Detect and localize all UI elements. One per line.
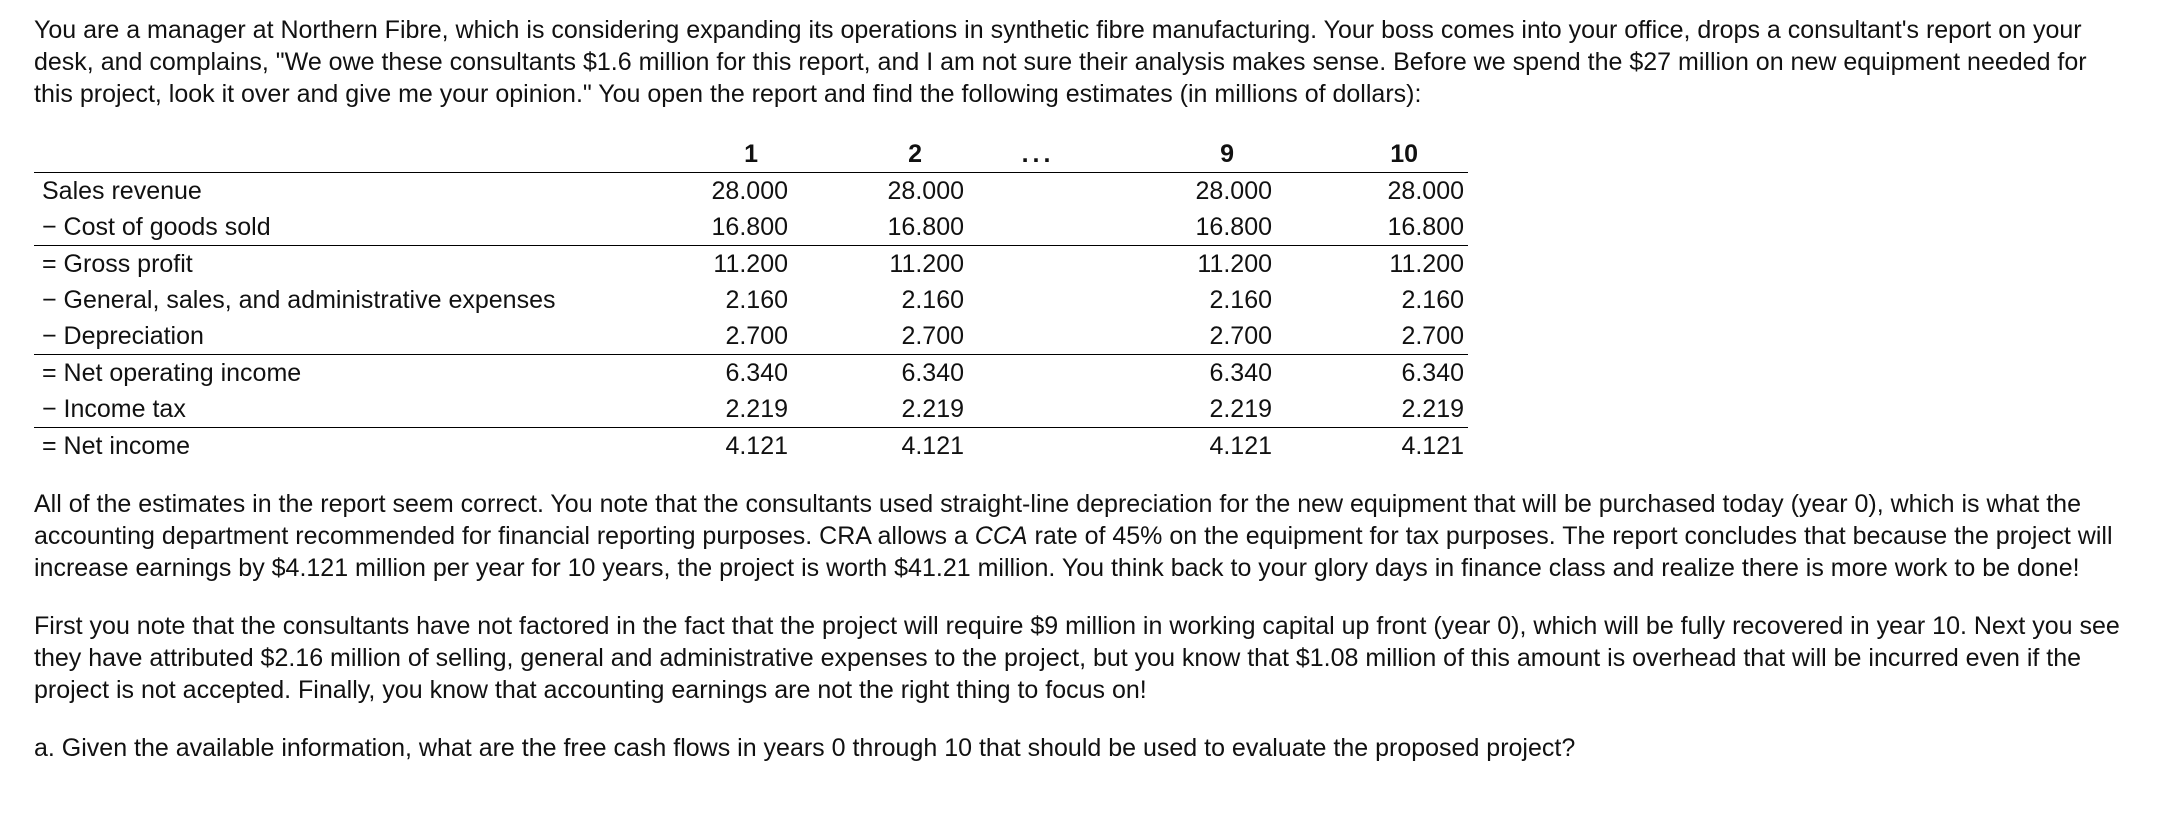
adjustments-paragraph: First you note that the consultants have not factored in the fact that the project will require $9 million in working capital up front (year 0), which will be fully recovered in year 10. Next you see they have attributed $2.16 million of selling, general and administrative expenses to the project, but you know that $1.08 million of this amount is overhead that will be incurred even if the project is not accepted. Finally, you know that accounting earnings are not the right thing to focus on! [34, 612, 2120, 704]
table-row [34, 318, 1468, 355]
assumptions-paragraph [34, 488, 2126, 584]
cell-gap [978, 246, 1098, 283]
row-label: = Gross profit [34, 246, 630, 283]
cell-value: 28.000 [887, 177, 964, 205]
header-year-10: 10 [1290, 136, 1468, 173]
cell-value: 6.340 [1098, 355, 1290, 392]
cca-term: CCA [974, 522, 1028, 550]
cell-value: 11.200 [1290, 246, 1468, 283]
cell-value: 16.800 [711, 213, 788, 241]
cell-value: 11.200 [1098, 246, 1290, 283]
paragraph-text: rate of 45% on the equipment for tax purposes. The report concludes that because the project will increase earnings by $4.121 million per year for 10 years, the project is worth $41.21 million. You think back to your glory days in finance class and realize there is more work to be done! [34, 522, 2113, 582]
header-blank [34, 136, 630, 173]
cell-gap [978, 209, 1098, 246]
cell-value: 4.121 [1290, 428, 1468, 465]
cell-value: 2.160 [725, 286, 788, 314]
cell-value: 2.700 [1209, 322, 1272, 350]
question-a: a. Given the available information, what are the free cash flows in years 0 through 10 that should be used to evaluate the proposed project? [34, 734, 1576, 762]
cell-gap [978, 391, 1098, 428]
row-label: Sales revenue [42, 177, 202, 205]
row-label: − Depreciation [42, 322, 204, 350]
table-row [34, 282, 1468, 318]
cell-value: 2.160 [901, 286, 964, 314]
cell-value: 28.000 [1195, 177, 1272, 205]
cell-value: 16.800 [887, 213, 964, 241]
cell-value: 2.219 [901, 395, 964, 423]
cell-value: 28.000 [711, 177, 788, 205]
cell-value: 11.200 [630, 246, 798, 283]
cell-value: 4.121 [630, 428, 798, 465]
cell-value: 4.121 [798, 428, 978, 465]
header-year-9: 9 [1098, 136, 1290, 173]
table-row [34, 173, 1468, 210]
cell-gap [978, 355, 1098, 392]
cell-value: 28.000 [1387, 177, 1464, 205]
table-header-row [34, 136, 1468, 173]
table-row [34, 209, 1468, 246]
cell-value: 16.800 [1195, 213, 1272, 241]
cell-value: 2.700 [725, 322, 788, 350]
cell-value: 2.700 [901, 322, 964, 350]
cell-value: 6.340 [798, 355, 978, 392]
cell-value: 2.219 [725, 395, 788, 423]
row-label: − Income tax [42, 395, 186, 423]
cell-value: 2.160 [1401, 286, 1464, 314]
row-label: − Cost of goods sold [42, 213, 271, 241]
cell-value: 2.219 [1401, 395, 1464, 423]
intro-paragraph: You are a manager at Northern Fibre, which is considering expanding its operations in synthetic fibre manufacturing. Your boss comes into your office, drops a consultant's report on your desk, and complains, "We owe these consultants $1.6 million for this report, and I am not sure their analysis makes sense. Before we spend the $27 million on new equipment needed for this project, look it over and give me your opinion." You open the report and find the following estimates (in millions of dollars): [34, 16, 2087, 108]
cell-value: 2.219 [1209, 395, 1272, 423]
cell-gap [978, 318, 1098, 355]
cell-value: 6.340 [1290, 355, 1468, 392]
income-statement-table [34, 136, 1468, 464]
cell-value: 16.800 [1387, 213, 1464, 241]
cell-value: 6.340 [630, 355, 798, 392]
header-year-1: 1 [630, 136, 798, 173]
row-label: = Net operating income [34, 355, 630, 392]
paragraph-text: All of the estimates in the report seem correct. You note that the consultants used straight-line depreciation for the new equipment that will be purchased today (year 0), which is what the accounting department recommended for financial reporting purposes. CRA allows a [34, 490, 2081, 550]
row-label: = Net income [34, 428, 630, 465]
cell-value: 11.200 [798, 246, 978, 283]
header-ellipsis: ... [978, 136, 1098, 173]
table-row [34, 391, 1468, 428]
cell-value: 2.160 [1209, 286, 1272, 314]
table-row [34, 246, 1468, 283]
cell-gap [978, 173, 1098, 210]
row-label: − General, sales, and administrative expenses [42, 286, 556, 314]
cell-value: 2.700 [1401, 322, 1464, 350]
header-year-2: 2 [798, 136, 978, 173]
table-row [34, 428, 1468, 465]
cell-gap [978, 282, 1098, 318]
cell-gap [978, 428, 1098, 465]
cell-value: 4.121 [1098, 428, 1290, 465]
table-row [34, 355, 1468, 392]
